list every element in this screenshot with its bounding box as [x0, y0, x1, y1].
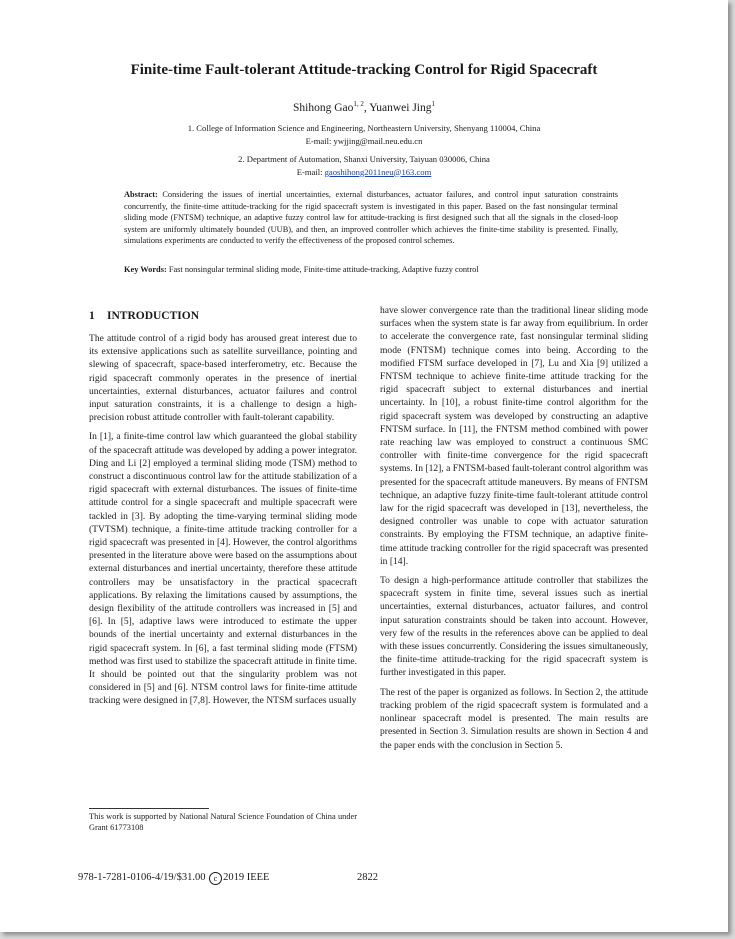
copyright-year: 2019 IEEE [223, 872, 270, 883]
section-number: 1 [89, 310, 95, 322]
abstract [124, 189, 618, 247]
funding-footnote: This work is supported by National Natural Science Foundation of China under Grant 61773108 [89, 812, 357, 832]
paper-title: Finite-time Fault-tolerant Attitude-tracking Control for Rigid Spacecraft [130, 62, 598, 78]
section-heading [89, 310, 199, 322]
keywords [124, 264, 624, 276]
email-link[interactable]: gaoshihong2011neu@163.com [324, 166, 432, 177]
affiliation-line: 2. Department of Automation, Shanxi University, Taiyuan 030006, China [238, 154, 490, 164]
body-paragraph: The attitude control of a rigid body has aroused great interest due to its extensive applications such as satellite surveillance, pointing and slewing of spacecraft, space-based interferometry, etc. Because the rigid spacecraft commonly operates in the presence of inertial uncertainties, external disturbances, actuator failures and control input saturation constraints, it is a challenge to design a high-precision robust attitude controller with fault-tolerant capability. [89, 333, 357, 424]
author-superscript: 1, 2 [353, 100, 364, 108]
author-name: Shihong Gao [293, 101, 354, 114]
isbn-price: 978-1-7281-0106-4/19/$31.00 [78, 872, 206, 883]
affiliation-1 [0, 122, 728, 147]
abstract-text: Considering the issues of inertial uncertainties, external disturbances, actuator failures, and control input saturation constraints concurrently, the finite-time attitude-tracking for the rigid spacecraft system is investigated in this paper. Based on the fast nonsingular terminal sliding mode (FNTSM) technique, an adaptive fuzzy control law for attitude-tracking is first designed such that all the signals in the closed-loop system are uniformly ultimately bounded (UUB), and then, an improved controller which achieves the finite-time stability is presented. Finally, simulations experiments are conducted to verify the effectiveness of the proposed control schemes. [124, 190, 618, 246]
email-address: ywjjing@mail.neu.edu.cn [333, 135, 423, 146]
author-separator: , [363, 101, 370, 114]
affiliation-email [0, 135, 728, 148]
footnote-divider [89, 808, 209, 809]
body-paragraph: To design a high-performance attitude controller that stabilizes the spacecraft system in finite time, several issues such as inertial uncertainties, external disturbances, actuator failures, and control input saturation constraints should be taken into account. However, very few of the results in the references above can be applied to deal with these issues concurrently. Considering the issues simultaneously, the finite-time attitude-tracking for the rigid spacecraft system is further investigated in this paper. [380, 575, 648, 679]
copyright-icon: c [209, 872, 222, 885]
left-column [89, 332, 357, 714]
page-number: 2822 [357, 872, 378, 883]
author-line [0, 100, 728, 114]
author-name: Yuanwei Jing [369, 101, 432, 114]
body-paragraph: The rest of the paper is organized as follows. In Section 2, the attitude tracking problem of the rigid spacecraft system is formulated and a nonlinear spacecraft model is presented. The main results are presented in Section 3. Simulation results are shown in Section 4 and the paper ends with the conclusion in Section 5. [380, 686, 648, 751]
footer-copyright [78, 872, 269, 885]
body-paragraph: have slower convergence rate than the traditional linear sliding mode surfaces when the system state is far away from equilibrium. In order to accelerate the convergence rate, fast nonsingular terminal sliding mode (FNTSM) technique comes into being. According to the modified FTSM surface developed in [7], Lu and Xia [9] utilized a FNTSM technique to achieve finite-time attitude tracking for the rigid spacecraft subject to external disturbances and inertial uncertainty. In [10], a robust finite-time control algorithm for the rigid spacecraft system was developed by constructing an adaptive FNTSM surface. In [11], the FNTSM method combined with power rate reaching law was employed to construct a continuous SMC controller with finite-time convergence for the rigid spacecraft systems. In [12], a FNTSM-based fault-tolerant control algorithm was presented for the spacecraft attitude maneuvers. By means of FNTSM technique, an adaptive fuzzy finite-time fault-tolerant attitude control law for the rigid spacecraft was developed in [13], nevertheless, the designed controller was unable to cope with actuator saturation constraints. By employing the FTSM technique, an adaptive finite-time attitude tracking controller for the rigid spacecraft was presented in [14]. [380, 305, 648, 567]
affiliation-line: 1. College of Information Science and Engineering, Northeastern University, Shenyang 110004, China [187, 123, 541, 133]
affiliation-2 [0, 153, 728, 178]
email-label: E-mail: [305, 135, 334, 146]
keywords-text: Fast nonsingular terminal sliding mode, Finite-time attitude-tracking, Adaptive fuzzy control [168, 265, 479, 274]
keywords-label: Key Words: [124, 265, 167, 274]
body-paragraph: In [1], a finite-time control law which guaranteed the global stability of the spacecraft attitude was developed by adding a power integrator. Ding and Li [2] employed a terminal sliding mode (TSM) method to construct a discontinuous control law for the attitude stabilization of a rigid spacecraft with external disturbances. The issues of finite-time attitude control for a single spacecraft and multiple spacecraft were tackled in [3]. By adopting the time-varying terminal sliding mode (TVTSM) technique, a finite-time attitude tracking controller for a rigid spacecraft was presented in [4]. However, the control algorithms presented in the literature above were based on the assumptions about external disturbances and inertial uncertainty, therefore these attitude controllers may be unsatisfactory in the practical spacecraft applications. By relaxing the limitations caused by assumptions, the design flexibility of the attitude controllers was increased in [5] and [6]. In [5], adaptive laws were introduced to estimate the upper bounds of the inertial uncertainty and external disturbances in the rigid spacecraft system. In [6], a fast terminal sliding mode (FTSM) method was first used to stabilize the spacecraft attitude in finite time. It should be pointed out that the singularity problem was not considered in [5] and [6]. NTSM control laws for finite-time attitude tracking were designed in [7,8]. However, the NTSM surfaces usually [89, 431, 357, 707]
right-column [380, 304, 648, 758]
email-label: E-mail: [296, 166, 325, 177]
section-title: INTRODUCTION [107, 310, 200, 322]
affiliation-email [0, 166, 728, 179]
abstract-label: Abstract: [124, 190, 158, 199]
author-superscript: 1 [431, 100, 435, 108]
